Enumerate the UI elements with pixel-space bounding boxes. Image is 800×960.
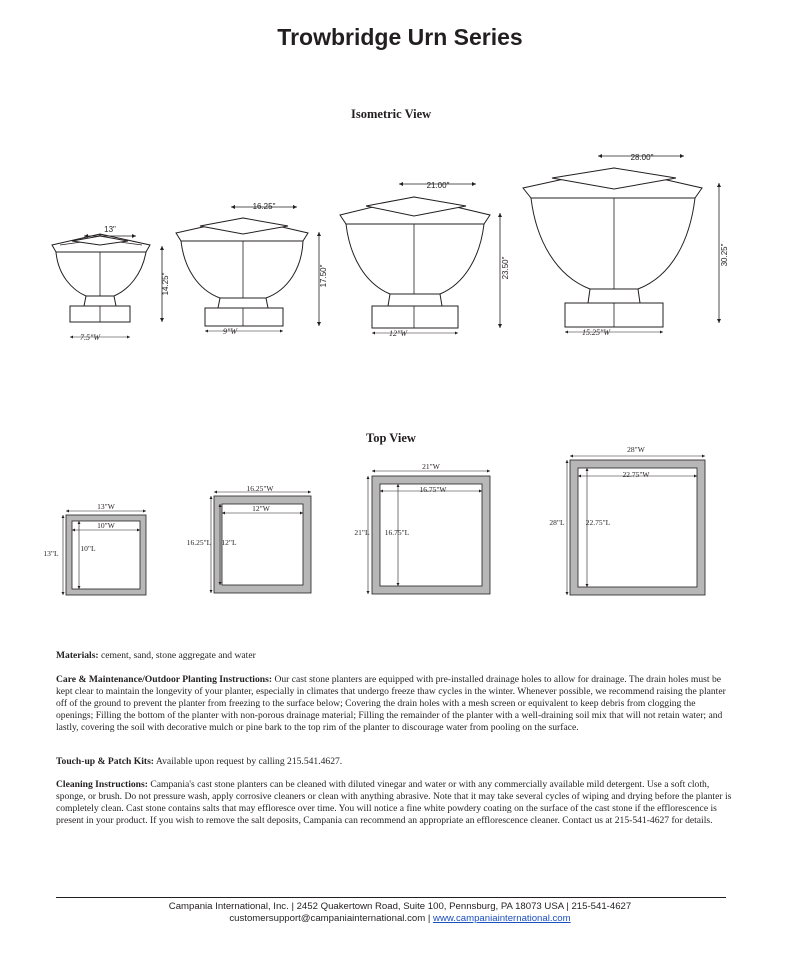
cleaning-text: Campania's cast stone planters can be cleaned with diluted vinegar and water or with any commercially available mild detergent. Use a soft cloth, sponge, or brush. Do not pressure wash, apply corrosive cleaners or clean with anything abrasive. Note that it may take several cycles of wiping and drying before the planter is completely clean. Cast stone contains salts that may effloresce over time. You will notice a fine white powdery coating on the surface of the cast stone if the efflorescence is present in your product. If you wish to remove the salt deposits, Campania can recommend an appropriate an efflorescence cleaner. Contact us at 215-541-4627 for details. bbox=[56, 779, 732, 827]
square-4-outer-length: 28"L bbox=[549, 518, 565, 527]
cleaning-paragraph bbox=[56, 779, 732, 827]
materials-paragraph bbox=[56, 650, 732, 662]
square-4-outer-width: 28"W bbox=[627, 445, 645, 454]
square-3-inner-length: 16.75"L bbox=[384, 528, 410, 537]
urn-2-height-dim: 17.50" bbox=[319, 264, 328, 288]
materials-label: Materials: bbox=[56, 650, 99, 661]
square-1-inner-width: 10"W bbox=[97, 521, 115, 530]
footer-website-link[interactable]: www.campaniainternational.com bbox=[433, 913, 571, 924]
footer-divider bbox=[56, 897, 726, 898]
square-1-inner-length: 10"L bbox=[80, 544, 96, 553]
top-view-square-4 bbox=[549, 445, 705, 595]
square-1-outer-width: 13"W bbox=[97, 502, 115, 511]
urn-3-base-dim: 12"W bbox=[388, 329, 408, 338]
urn-1 bbox=[52, 234, 150, 322]
square-3-inner-width: 16.75"W bbox=[419, 485, 447, 494]
square-2-inner-length: 12"L bbox=[221, 538, 237, 547]
cleaning-label: Cleaning Instructions: bbox=[56, 779, 148, 790]
urn-1-base-dim: 7.5"W bbox=[79, 333, 101, 342]
square-4-inner-length: 22.75"L bbox=[585, 518, 611, 527]
square-4-inner-width: 22.75"W bbox=[622, 470, 650, 479]
footer-address: Campania International, Inc. | 2452 Quakertown Road, Suite 100, Pennsburg, PA 18073 USA | 215-541-4627 bbox=[168, 901, 632, 912]
urn-1-top-dim: 13" bbox=[104, 225, 116, 234]
footer-separator: | bbox=[425, 913, 434, 924]
care-label: Care & Maintenance/Outdoor Planting Instructions: bbox=[56, 674, 273, 685]
touchup-paragraph bbox=[56, 756, 732, 768]
square-2-outer-length: 16.25"L bbox=[186, 538, 212, 547]
urn-2-base-dim: 9"W bbox=[222, 327, 238, 336]
footer-email: customersupport@campaniainternational.com bbox=[229, 913, 426, 924]
care-text: Our cast stone planters are equipped with pre-installed drainage holes to allow for drainage. The drain holes must be kept clear to maintain the longevity of your planter, especially in climates that undergo freeze thaw cycles in the winter. Whenever possible, we recommend raising the planter off of the ground to prevent the planter from freezing to the surface below; Covering the drain holes with a mesh screen or equivalent to keep debris from clogging the openings; Filling the bottom of the planter with non-porous drainage material; Filling the remainder of the planter with a well-draining soil mix that will not retain water; and lastly, covering the soil with decorative mulch or pine bark to the top rim of the planter to discourage water from pooling on the surface. bbox=[56, 674, 726, 734]
square-3-outer-length: 21"L bbox=[354, 528, 370, 537]
top-view-square-1 bbox=[43, 502, 146, 595]
urn-4-base-dim: 15.25"W bbox=[581, 328, 611, 337]
square-2-inner-width: 12"W bbox=[252, 504, 270, 513]
urn-3-top-dim: 21.00" bbox=[426, 181, 450, 190]
urn-4-top-dim: 28.00" bbox=[630, 153, 654, 162]
urn-4-height-dim: 30.25" bbox=[720, 243, 729, 267]
top-view-square-3 bbox=[354, 462, 490, 594]
care-paragraph bbox=[56, 674, 732, 734]
top-view-square-2 bbox=[187, 484, 311, 593]
urn-2-top-dim: 16.25" bbox=[252, 202, 276, 211]
top-view-heading: Top View bbox=[366, 431, 416, 445]
urn-4 bbox=[523, 168, 702, 327]
touchup-text: Available upon request by calling 215.541.4627. bbox=[154, 756, 343, 767]
page-title: Trowbridge Urn Series bbox=[277, 24, 523, 50]
urn-3-height-dim: 23.50" bbox=[501, 256, 510, 280]
square-1-outer-length: 13"L bbox=[43, 549, 59, 558]
square-3-outer-width: 21"W bbox=[422, 462, 440, 471]
square-2-outer-width: 16.25"W bbox=[246, 484, 274, 493]
touchup-label: Touch-up & Patch Kits: bbox=[56, 756, 154, 767]
materials-text: cement, sand, stone aggregate and water bbox=[98, 650, 256, 661]
urn-1-height-dim: 14.25" bbox=[161, 272, 170, 296]
footer-contact bbox=[0, 913, 800, 924]
urn-2 bbox=[176, 218, 308, 326]
urn-3 bbox=[340, 197, 490, 328]
isometric-view-heading: Isometric View bbox=[351, 107, 432, 121]
